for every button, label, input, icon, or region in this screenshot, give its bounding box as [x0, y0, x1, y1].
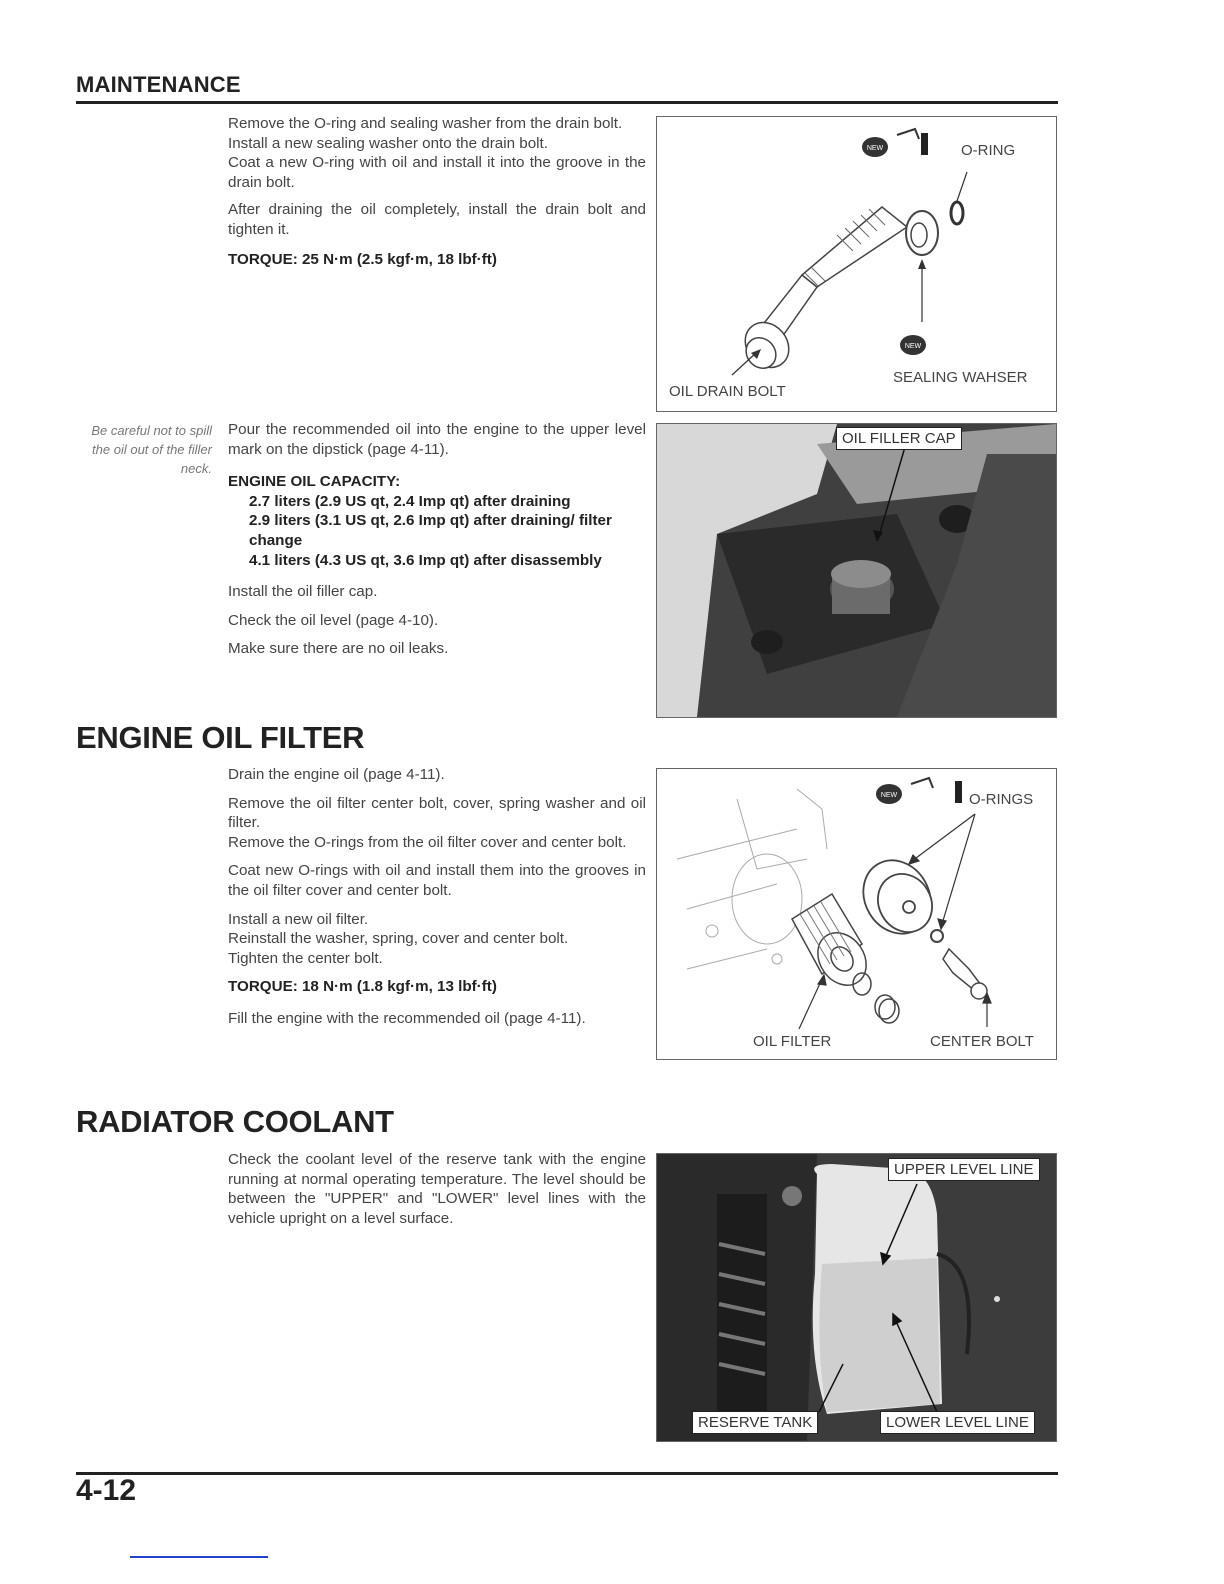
bolt-body [736, 207, 907, 376]
reserve-tank-photo [656, 1153, 1057, 1442]
new-part-icon [876, 784, 902, 804]
footer-rule [76, 1472, 1058, 1475]
torque-spec: TORQUE: 18 N·m (1.8 kgf·m, 13 lbf·ft) [228, 978, 497, 996]
sealing-washer-label: SEALING WAHSER [893, 369, 1028, 386]
new-part-icon [862, 137, 888, 157]
reserve-tank-photo-drawing [657, 1154, 1056, 1441]
instruction-line: Reinstall the washer, spring, cover and center bolt. [228, 930, 569, 948]
oil-filter-label: OIL FILTER [753, 1033, 832, 1050]
capacity-item: 2.7 liters (2.9 US qt, 2.4 Imp qt) after draining [249, 492, 571, 510]
instruction-line: Remove the O-rings from the oil filter cover and center bolt. [228, 833, 627, 851]
oil-icon [897, 129, 928, 155]
drain-bolt-instructions [228, 114, 646, 269]
capacity-title: ENGINE OIL CAPACITY: [228, 473, 401, 491]
new-part-icon [900, 335, 926, 355]
o-ring-label: O-RING [961, 142, 1016, 159]
oil-drain-bolt-label: OIL DRAIN BOLT [669, 383, 786, 400]
oil-filter-diagram [656, 768, 1057, 1060]
instruction-line: After draining the oil completely, install the drain bolt and tighten it. [228, 201, 646, 238]
instruction-line: Install the oil filler cap. [228, 583, 378, 601]
center-bolt-label: CENTER BOLT [930, 1033, 1034, 1050]
filter-element-shape [792, 894, 876, 995]
oil-icon [911, 778, 962, 803]
instruction-line: Pour the recommended oil into the engine to the upper level mark on the dipstick (page 4-11). [228, 421, 646, 458]
instruction-line: Make sure there are no oil leaks. [228, 640, 449, 658]
capacity-item: 4.1 liters (4.3 US qt, 3.6 Imp qt) after disassembly [249, 551, 602, 569]
instruction-line: Drain the engine oil (page 4-11). [228, 766, 445, 783]
svg-text:NEW: NEW [866, 145, 884, 152]
upper-level-line-label: UPPER LEVEL LINE [888, 1158, 1040, 1181]
filter-cover-shape [850, 848, 943, 946]
o-rings-label: O-RINGS [969, 791, 1034, 808]
instruction-line: Tighten the center bolt. [228, 949, 383, 967]
oil-filter-drawing [657, 769, 1056, 1059]
coolant-instructions [228, 1150, 646, 1228]
instruction-line: Check the oil level (page 4-10). [228, 611, 439, 629]
section-heading-oil-filter: ENGINE OIL FILTER [76, 720, 365, 755]
capacity-list [228, 492, 649, 570]
oil-filler-cap-label: OIL FILLER CAP [836, 427, 962, 450]
instruction-line: Install a new sealing washer onto the drain bolt. [228, 134, 548, 152]
oil-filter-instructions [228, 765, 646, 1029]
section-heading-radiator-coolant: RADIATOR COOLANT [76, 1104, 394, 1139]
instruction-line: Remove the O-ring and sealing washer from the drain bolt. [228, 115, 623, 132]
header-rule [76, 101, 1058, 104]
instruction-line: Install a new oil filter. [228, 910, 369, 928]
page-header: MAINTENANCE [76, 72, 241, 97]
drain-bolt-drawing [657, 117, 1056, 411]
instruction-line: Check the coolant level of the reserve tank with the engine running at normal operating temperature. The level should be between the "UPPER" and "LOWER" level lines with the vehicle upright on a level surface. [228, 1151, 646, 1227]
oil-fill-instructions [228, 420, 646, 659]
side-note: Be careful not to spill the oil out of the filler neck. [91, 423, 212, 476]
oil-filler-cap-photo [656, 423, 1057, 718]
instruction-line: Fill the engine with the recommended oil (page 4-11). [228, 1009, 586, 1027]
sealing-washer-shape [906, 211, 938, 255]
svg-text:NEW: NEW [880, 792, 898, 799]
footer-accent-line [130, 1556, 268, 1558]
capacity-item: 2.9 liters (3.1 US qt, 2.6 Imp qt) after draining/ filter change [249, 512, 612, 549]
svg-text:NEW: NEW [904, 343, 922, 350]
center-bolt-shape [931, 930, 987, 999]
torque-spec: TORQUE: 25 N·m (2.5 kgf·m, 18 lbf·ft) [228, 250, 497, 268]
lower-level-line-label: LOWER LEVEL LINE [880, 1411, 1035, 1434]
instruction-line: Remove the oil filter center bolt, cover, spring washer and oil filter. [228, 794, 646, 832]
reserve-tank-label: RESERVE TANK [692, 1411, 818, 1434]
drain-bolt-diagram [656, 116, 1057, 412]
instruction-line: Coat a new O-ring with oil and install it into the groove in the drain bolt. [228, 154, 646, 191]
page-number: 4-12 [76, 1474, 137, 1507]
o-ring-shape [951, 202, 963, 224]
instruction-line: Coat new O-rings with oil and install them into the grooves in the oil filter cover and center bolt. [228, 862, 646, 899]
filler-cap-photo-drawing [657, 424, 1056, 717]
